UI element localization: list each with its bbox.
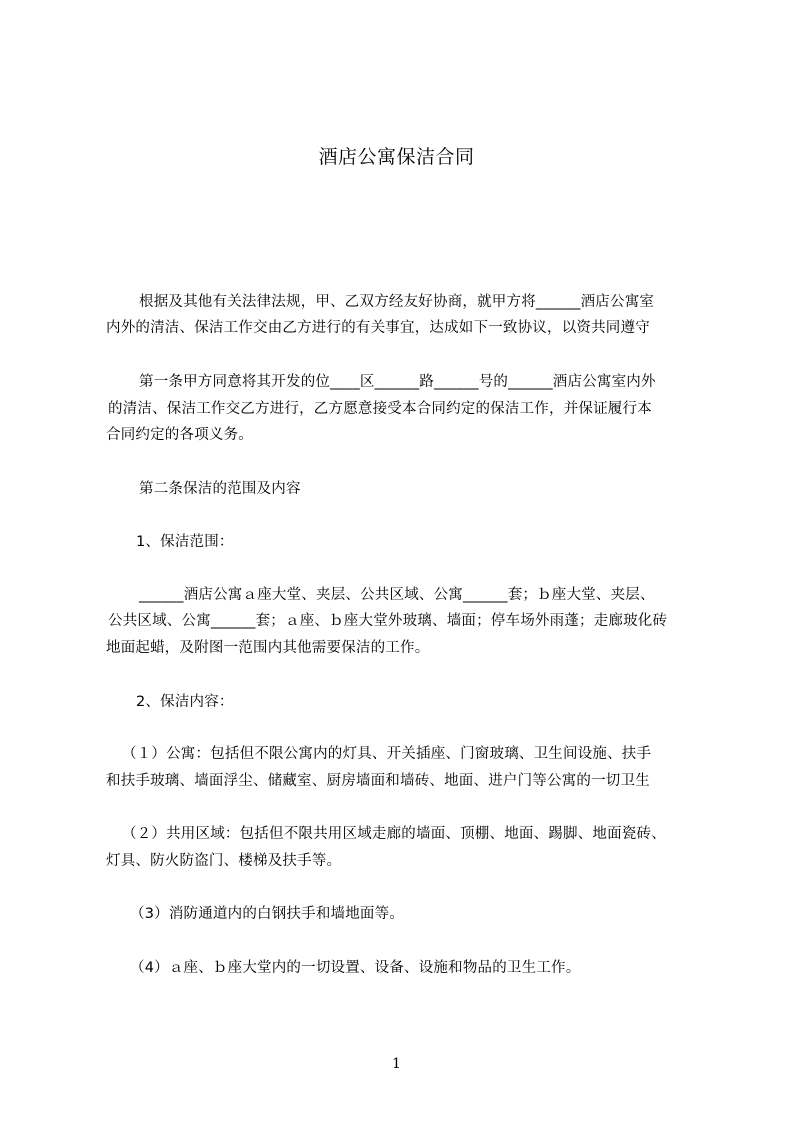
paragraph-line: 第一条甲方同意将其开发的位____区______路______号的______酒店公寓室内外 <box>139 374 656 390</box>
paragraph-line: ______酒店公寓ａ座大堂、夹层、公共区域、公寓______套；ｂ座大堂、夹层、 <box>139 587 655 603</box>
paragraph-line: （１）公寓：包括但不限公寓内的灯具、开关插座、门窗玻璃、卫生间设施、扶手 <box>122 746 652 762</box>
section-heading: 第二条保洁的范围及内容 <box>139 481 301 497</box>
document-title: 酒店公寓保洁合同 <box>318 146 475 168</box>
paragraph-line: 的清洁、保洁工作交乙方进行，乙方愿意接受本合同约定的保洁工作，并保证履行本 <box>108 401 652 417</box>
paragraph-line: 和扶手玻璃、墙面浮尘、储藏室、厨房墙面和墙砖、地面、进户门等公寓的一切卫生 <box>106 773 650 789</box>
paragraph-line: （4）ａ座、ｂ座大堂内的一切设置、设备、设施和物品的卫生工作。 <box>130 960 581 976</box>
paragraph-line: 合同约定的各项义务。 <box>106 427 253 443</box>
paragraph-line: 公共区域、公寓______套；ａ座、ｂ座大堂外玻璃、墙面；停车场外雨蓬；走廊玻化砖 <box>108 613 668 629</box>
subsection-heading: 1、保洁范围： <box>136 534 234 550</box>
paragraph-line: 根据及其他有关法律法规，甲、乙双方经友好协商，就甲方将______酒店公寓室 <box>139 294 655 310</box>
paragraph-line: 内外的清洁、保洁工作交由乙方进行的有关事宜，达成如下一致协议，以资共同遵守 <box>106 320 650 336</box>
paragraph-line: （２）共用区域：包括但不限共用区域走廊的墙面、顶棚、地面、踢脚、地面瓷砖、 <box>122 826 666 842</box>
paragraph-line: （3）消防通道内的白钢扶手和墙地面等。 <box>130 906 405 922</box>
paragraph-line: 地面起蜡，及附图一范围内其他需要保洁的工作。 <box>106 640 430 656</box>
subsection-heading: 2、保洁内容： <box>136 694 234 710</box>
paragraph-line: 灯具、防火防盗门、楼梯及扶手等。 <box>106 853 342 869</box>
page-number: 1 <box>392 1056 401 1072</box>
